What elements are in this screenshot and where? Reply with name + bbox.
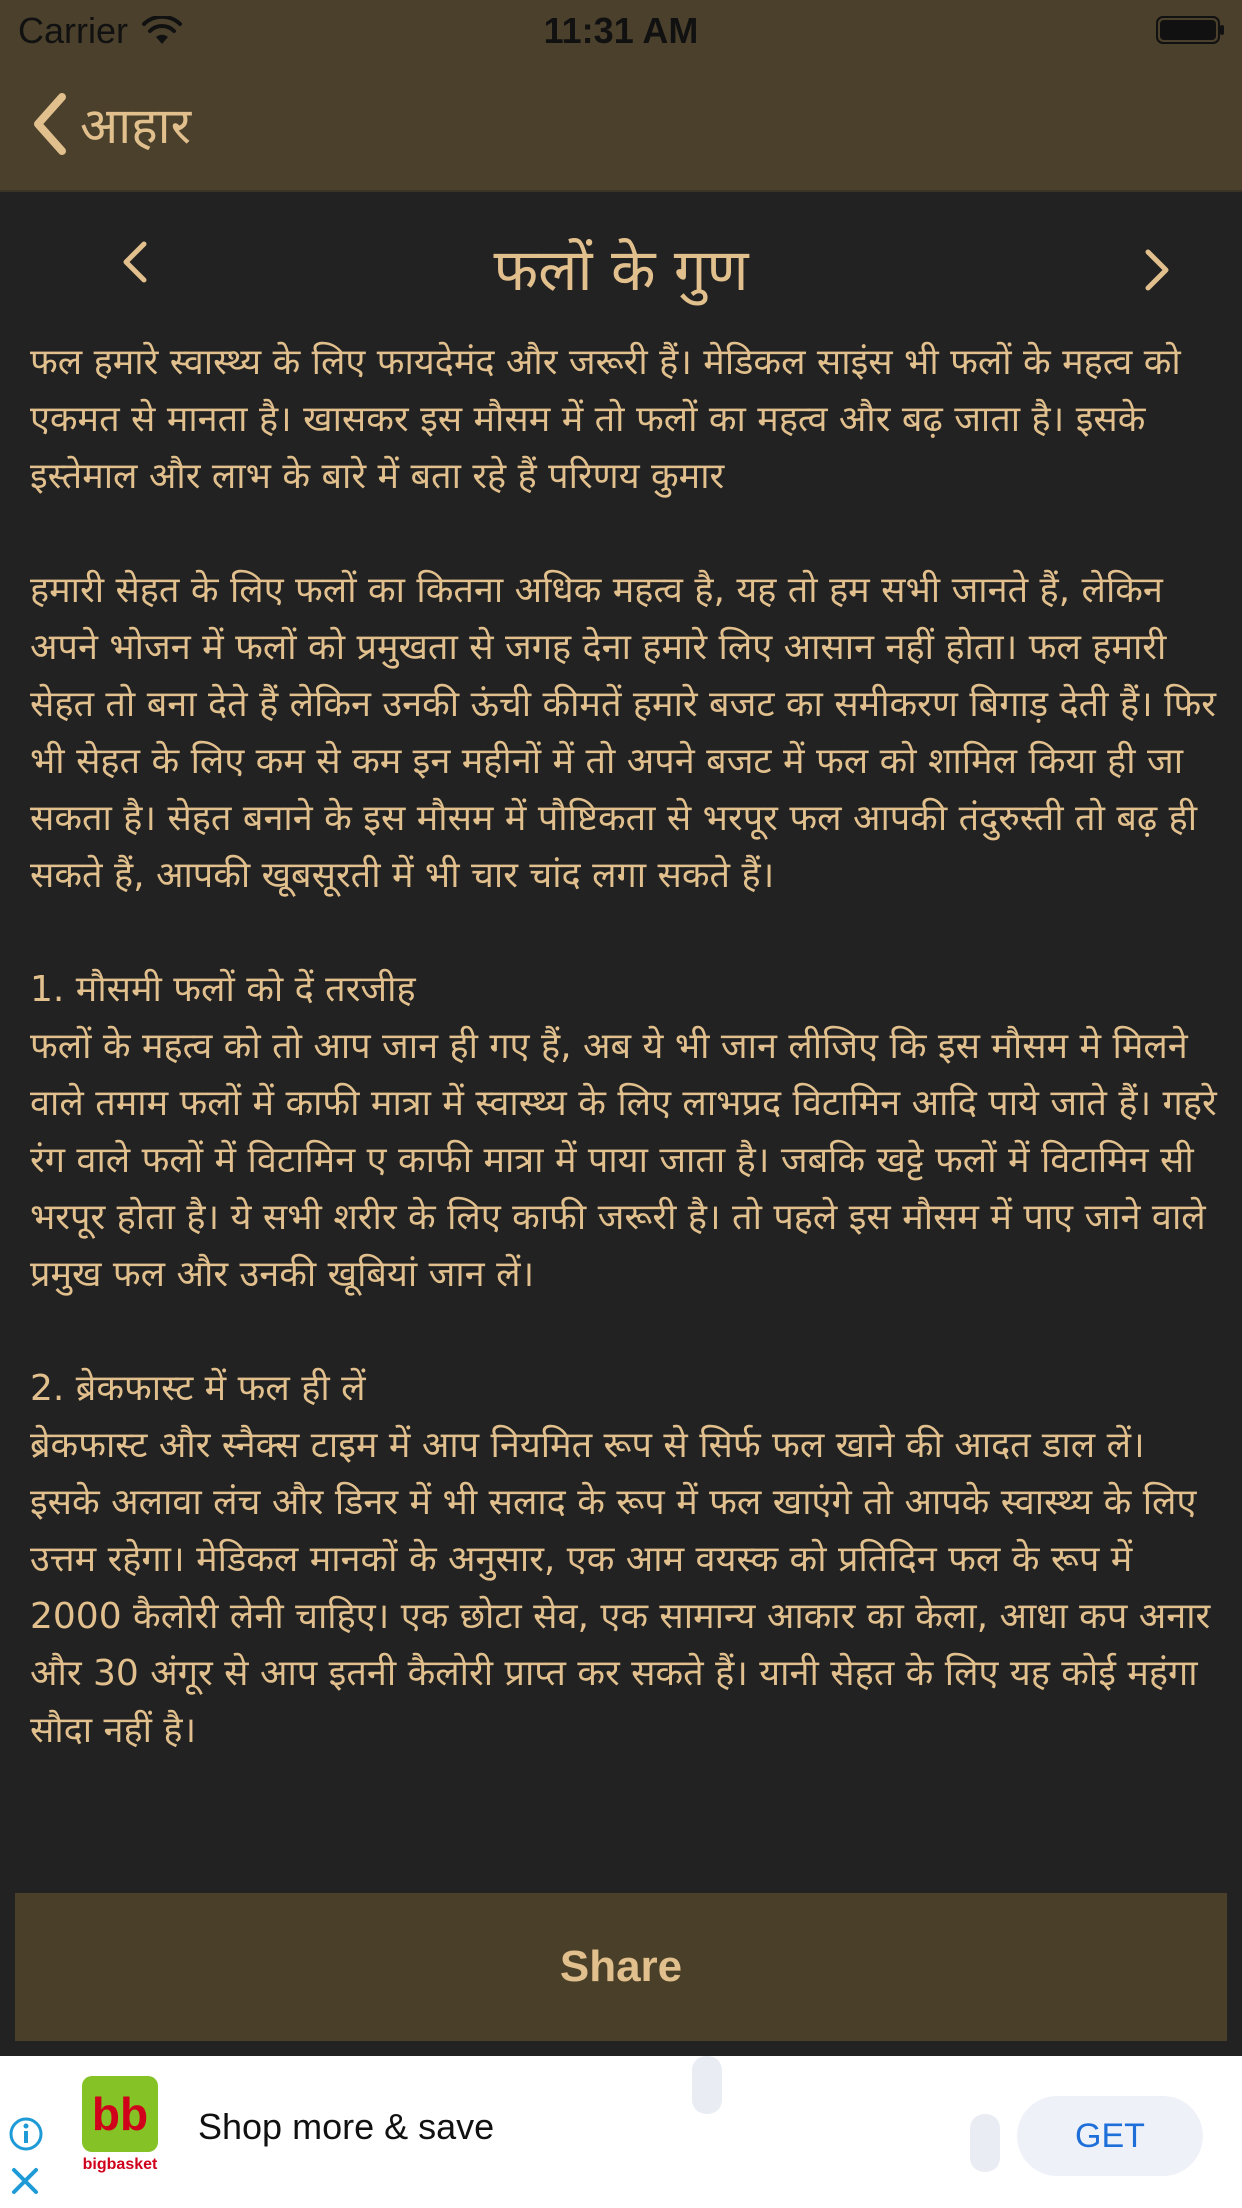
ad-text: Shop more & save [198, 2106, 495, 2147]
ad-decoration [692, 2056, 722, 2114]
article-container [0, 192, 1242, 1892]
close-icon[interactable] [8, 2164, 42, 2198]
status-time: 11:31 AM [543, 10, 699, 51]
article-header [0, 192, 1242, 332]
ad-get-label: GET [1075, 2116, 1145, 2155]
ad-get-button[interactable] [1017, 2096, 1203, 2176]
bigbasket-logo-mark: bb [82, 2076, 158, 2152]
share-button[interactable] [15, 1893, 1227, 2041]
navigation-bar [0, 60, 1242, 192]
bigbasket-logo [80, 2076, 160, 2196]
article-body: फल हमारे स्वास्थ्य के लिए फायदेमंद और जरूरी हैं। मेडिकल साइंस भी फलों के महत्व को एकमत से मानता है। खासकर इस मौसम में तो फलों का महत्व और बढ़ जाता है। इसके इस्तेमाल और लाभ के बारे में बता रहे हैं परिणय कुमार हमारी सेहत के लिए फलों का कितना अधिक महत्व है, यह तो हम सभी जानते हैं, लेकिन अपने भोजन में फलों को प्रमुखता से जगह देना हमारे लिए आसान नहीं होता। फल हमारी सेहत तो बना देते हैं लेकिन उनकी ऊंची कीमतें हमारे बजट का समीकरण बिगाड़ देती हैं। फिर भी सेहत के लिए कम से कम इन महीनों में तो अपने बजट में फल को शामिल किया ही जा सकता है। सेहत बनाने के इस मौसम में पौष्टिकता से भरपूर फल आपकी तंदुरुस्ती तो बढ़ ही सकते हैं, आपकी खूबसूरती में भी चार चांद लगा सकते हैं। 1. मौसमी फलों को दें तरजीह फलों के महत्व को तो आप जान ही गए हैं, अब ये भी जान लीजिए कि इस मौसम मे मिलने वाले तमाम फलों में काफी मात्रा में स्वास्थ्य के लिए लाभप्रद विटामिन आदि पाये जाते हैं। गहरे रंग वाले फलों में विटामिन ए काफी मात्रा में पाया जाता है। जबकि खट्टे फलों में विटामिन सी भरपूर होता है। ये सभी शरीर के लिए काफी जरूरी है। तो पहले इस मौसम में पाए जाने वाले प्रमुख फल और उनकी खूबियां जान लें। 2. ब्रेकफास्ट में फल ही लें ब्रेकफास्ट और स्नैक्स टाइम में आप नियमित रूप से सिर्फ फल खाने की आदत डाल लें। इसके अलावा लंच और डिनर में भी सलाद के रूप में फल खाएंगे तो आपके स्वास्थ्य के लिए उत्तम रहेगा। मेडिकल मानकों के अनुसार, एक आम वयस्क को प्रतिदिन फल के रूप में 2000 कैलोरी लेनी चाहिए। एक छोटा सेव, एक सामान्य आकार का केला, आधा कप अनार और 30 अंगूर से आप इतनी कैलोरी प्राप्त कर सकते हैं। यानी सेहत के लिए यह कोई महंगा सौदा नहीं है। [30, 342, 1217, 1751]
status-bar [0, 0, 1242, 60]
back-button[interactable] [30, 90, 191, 158]
back-label: आहार [80, 97, 192, 155]
share-label: Share [559, 1942, 683, 1991]
info-icon[interactable] [8, 2116, 44, 2152]
ad-banner[interactable] [0, 2056, 1242, 2208]
battery-icon [1156, 16, 1226, 44]
bigbasket-logo-text: bigbasket [82, 2156, 158, 2173]
article-title: फलों के गुण [493, 236, 749, 304]
ad-decoration [970, 2114, 1000, 2172]
chevron-left-icon [30, 91, 70, 157]
carrier-label: Carrier [18, 10, 129, 51]
next-article-button[interactable] [1132, 240, 1182, 300]
